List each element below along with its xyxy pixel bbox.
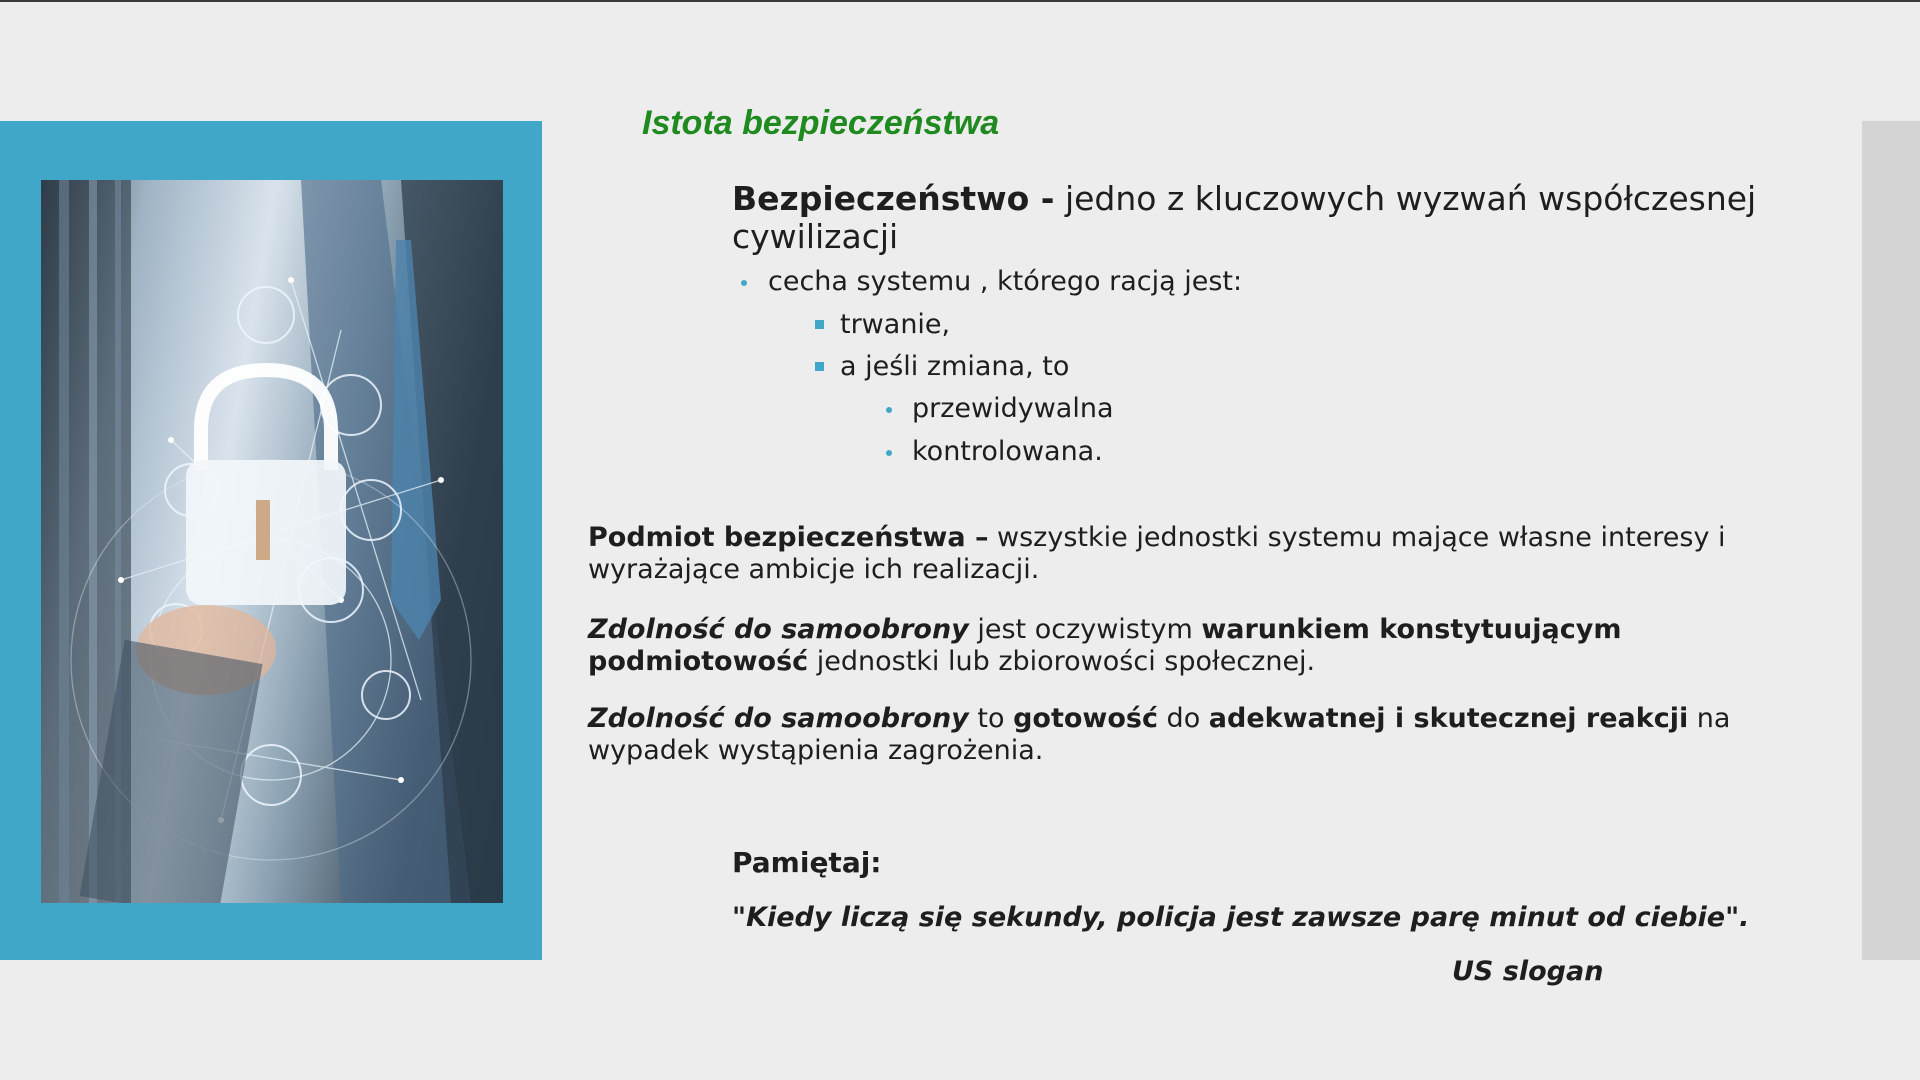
- bullet-level2-item: a jeśli zmiana, to: [840, 351, 1070, 382]
- right-edge-panel: [1862, 121, 1920, 960]
- selfdefense-strong: adekwatnej i skutecznej reakcji: [1208, 703, 1689, 734]
- selfdefense-strong: gotowość: [1013, 703, 1158, 734]
- selfdefense-term: Zdolność do samoobrony: [588, 614, 969, 645]
- selfdefense-text: jest oczywistym: [968, 614, 1202, 645]
- quote-text: "Kiedy liczą się sekundy, policja jest zawsze parę minut od ciebie".: [732, 902, 1750, 933]
- subject-term: Podmiot bezpieczeństwa –: [588, 522, 989, 553]
- selfdefense-text: jednostki lub zbiorowości społecznej.: [808, 646, 1316, 677]
- selfdefense-text: to: [968, 703, 1014, 734]
- selfdefense-paragraph-2: [588, 703, 1838, 767]
- remember-label: Pamiętaj:: [732, 846, 882, 879]
- security-photo: [41, 180, 503, 903]
- bullet-dot: [886, 450, 892, 456]
- bullet-level3-item: kontrolowana.: [912, 436, 1103, 467]
- definition-block: [732, 180, 1842, 256]
- bullet-dot: [886, 407, 892, 413]
- definition-term: Bezpieczeństwo -: [732, 179, 1055, 218]
- subject-text: wszystkie jednostki systemu mające własne interesy i wyrażające ambicje ich realizacji.: [588, 522, 1726, 585]
- bullet-square: [815, 362, 824, 371]
- bullet-level3-item: przewidywalna: [912, 393, 1114, 424]
- bullet-square: [815, 320, 824, 329]
- selfdefense-strong: warunkiem konstytuującym podmiotowość: [588, 614, 1622, 677]
- bullet-level1: cecha systemu , którego racją jest:: [768, 266, 1243, 297]
- image-frame: [0, 121, 542, 960]
- bullet-dot: [741, 280, 747, 286]
- definition-text: jedno z kluczowych wyzwań współczesnej cywilizacji: [732, 179, 1757, 256]
- slide-title: Istota bezpieczeństwa: [642, 104, 1000, 142]
- selfdefense-text: na wypadek wystąpienia zagrożenia.: [588, 703, 1731, 766]
- selfdefense-term: Zdolność do samoobrony: [588, 703, 969, 734]
- bullet-level2-item: trwanie,: [840, 309, 951, 340]
- selfdefense-paragraph-1: [588, 614, 1838, 678]
- quote-source: US slogan: [1452, 956, 1604, 987]
- padlock-icon: [186, 370, 346, 605]
- subject-paragraph: [588, 522, 1838, 586]
- selfdefense-text: do: [1157, 703, 1209, 734]
- top-border: [0, 0, 1920, 2]
- network-illustration: [41, 180, 503, 903]
